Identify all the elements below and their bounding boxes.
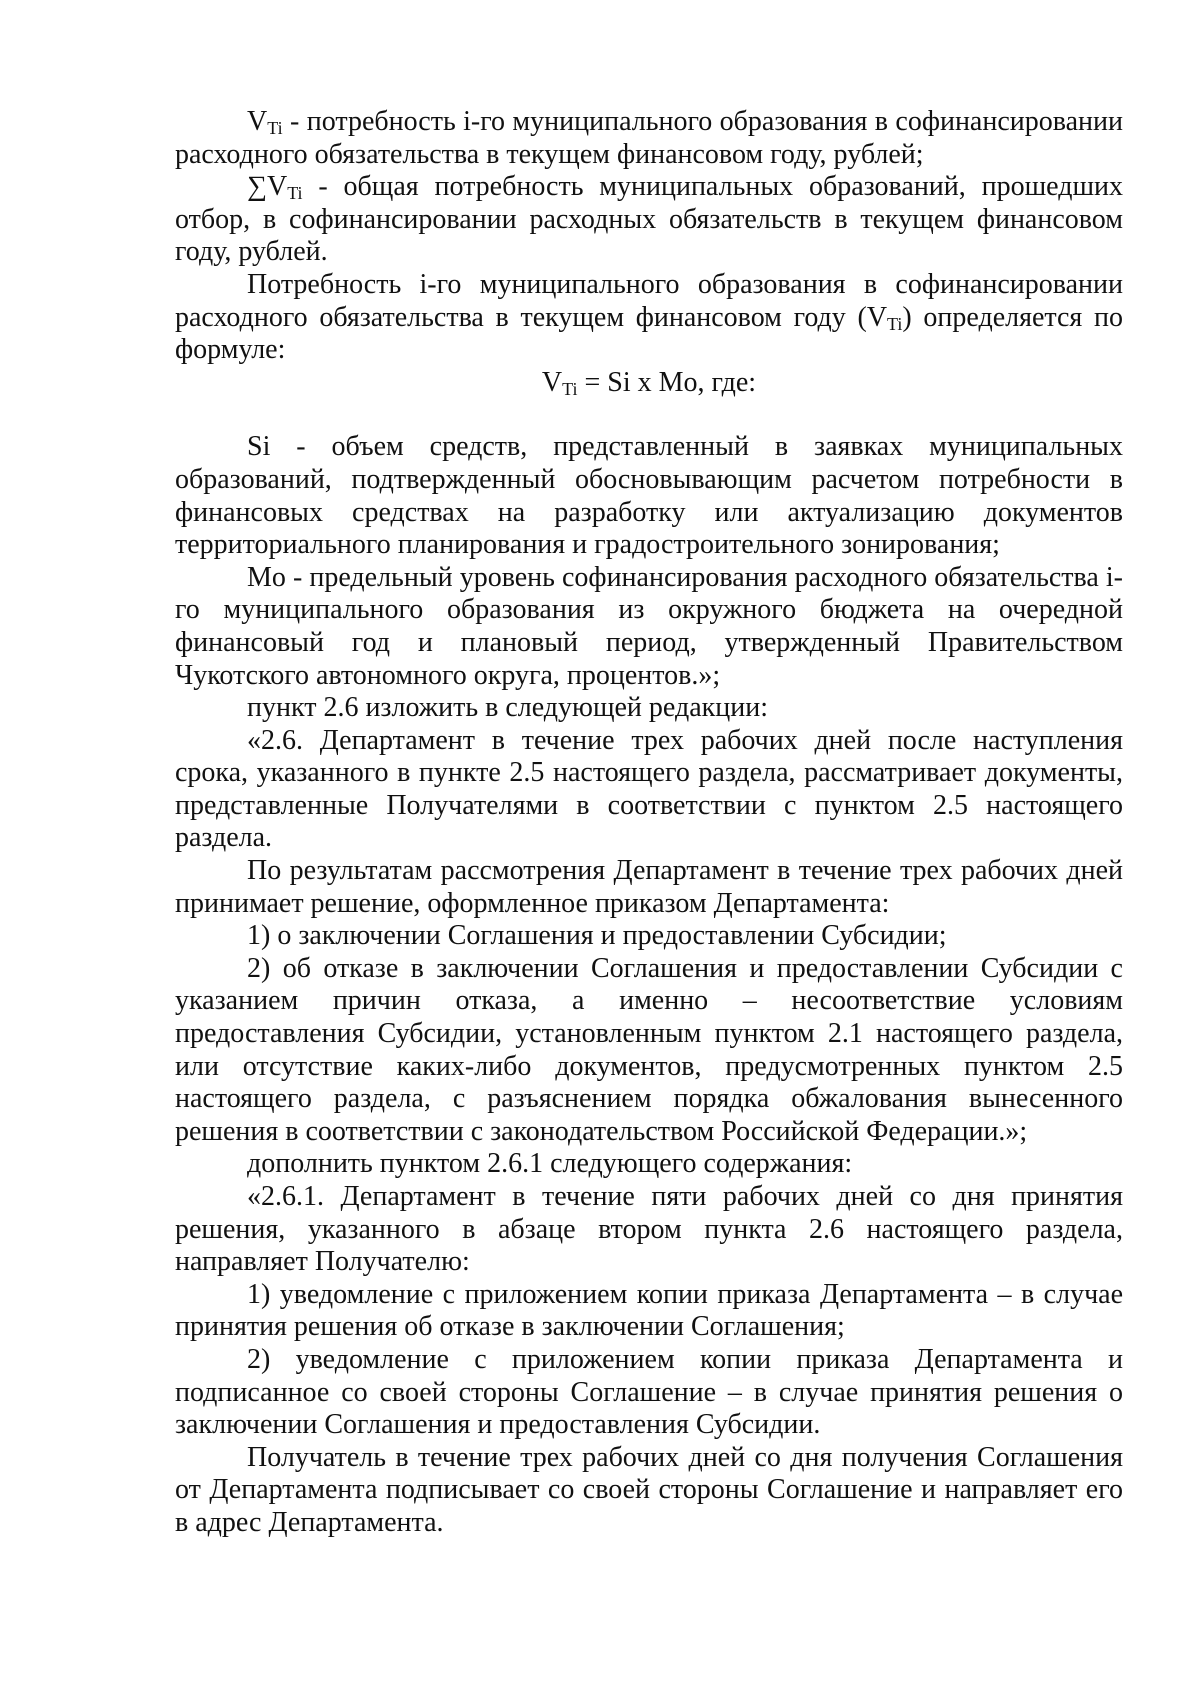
recipient-signing: Получатель в течение трех рабочих дней со дня получения Соглашения от Департамента подписывает со своей стороны Соглашение и направляет его в адрес Департамента. <box>175 1441 1123 1538</box>
amendment-2-6-intro: пункт 2.6 изложить в следующей редакции: <box>247 692 768 724</box>
definition-sum-vti: $\sum V_{Ti}$ - общая потребность муниципальных образований, прошедших отбор, в софинансировании расходных обязательств в текущем финансовом году, рублей. <box>175 171 1123 268</box>
decision-item-2: 2) об отказе в заключении Соглашения и предоставлении Субсидии с указанием причин отказа, а именно – несоответствие условиям предоставления Субсидии, установленным пунктом 2.1 настоящего раздела, или отсутствие каких-либо документов, предусмотренных пунктом 2.5 настоящего раздела, с разъяснением порядка обжалования вынесенного решения в соответствии с законодательством Российской Федерации.»; <box>175 952 1123 1147</box>
decision-item-1: 1) о заключении Соглашения и предоставлении Субсидии; <box>247 920 947 952</box>
definition-vti: $V_{Ti}$ - потребность i-го муниципального образования в софинансировании расходного обязательства в текущем финансовом году, рублей; <box>175 106 1123 170</box>
clause-2-6-decision: По результатам рассмотрения Департамент в течение трех рабочих дней принимает решение, оформленное приказом Департамента: <box>175 855 1123 919</box>
clause-2-6-1: «2.6.1. Департамент в течение пяти рабочих дней со дня принятия решения, указанного в абзаце втором пункта 2.6 настоящего раздела, направляет Получателю: <box>175 1181 1123 1278</box>
definition-mo: Mo - предельный уровень софинансирования расходного обязательства i-го муниципального образования из окружного бюджета на очередной финансовый год и плановый период, утвержденный Правительством Чукотского автономного округа, процентов.»; <box>175 561 1123 691</box>
clause-2-6: «2.6. Департамент в течение трех рабочих дней после наступления срока, указанного в пункте 2.5 настоящего раздела, рассматривает документы, представленные Получателями в соответствии с пунктом 2.5 настоящего раздела. <box>175 724 1123 854</box>
document-page <box>175 106 1123 1540</box>
formula: $V_{Ti} = Si$ x Mo, где: <box>541 366 757 399</box>
spacer <box>175 399 1123 431</box>
notice-item-1: 1) уведомление с приложением копии приказа Департамента – в случае принятия решения об отказе в заключении Соглашения; <box>175 1278 1123 1343</box>
amendment-2-6-1-intro: дополнить пунктом 2.6.1 следующего содержания: <box>247 1148 853 1180</box>
definition-si: Si - объем средств, представленный в заявках муниципальных образований, подтвержденный обосновывающим расчетом потребности в финансовых средствах на разработку или актуализацию документов территориального планирования и градостроительного зонирования; <box>175 431 1123 561</box>
notice-item-2: 2) уведомление с приложением копии приказа Департамента и подписанное со своей стороны Соглашение – в случае принятия решения о заключении Соглашения и предоставления Субсидии. <box>175 1343 1123 1441</box>
formula-intro: Потребность i-го муниципального образования в софинансировании расходного обязательства в текущем финансовом году $(V_{Ti})$ определяется по формуле: <box>175 268 1123 366</box>
